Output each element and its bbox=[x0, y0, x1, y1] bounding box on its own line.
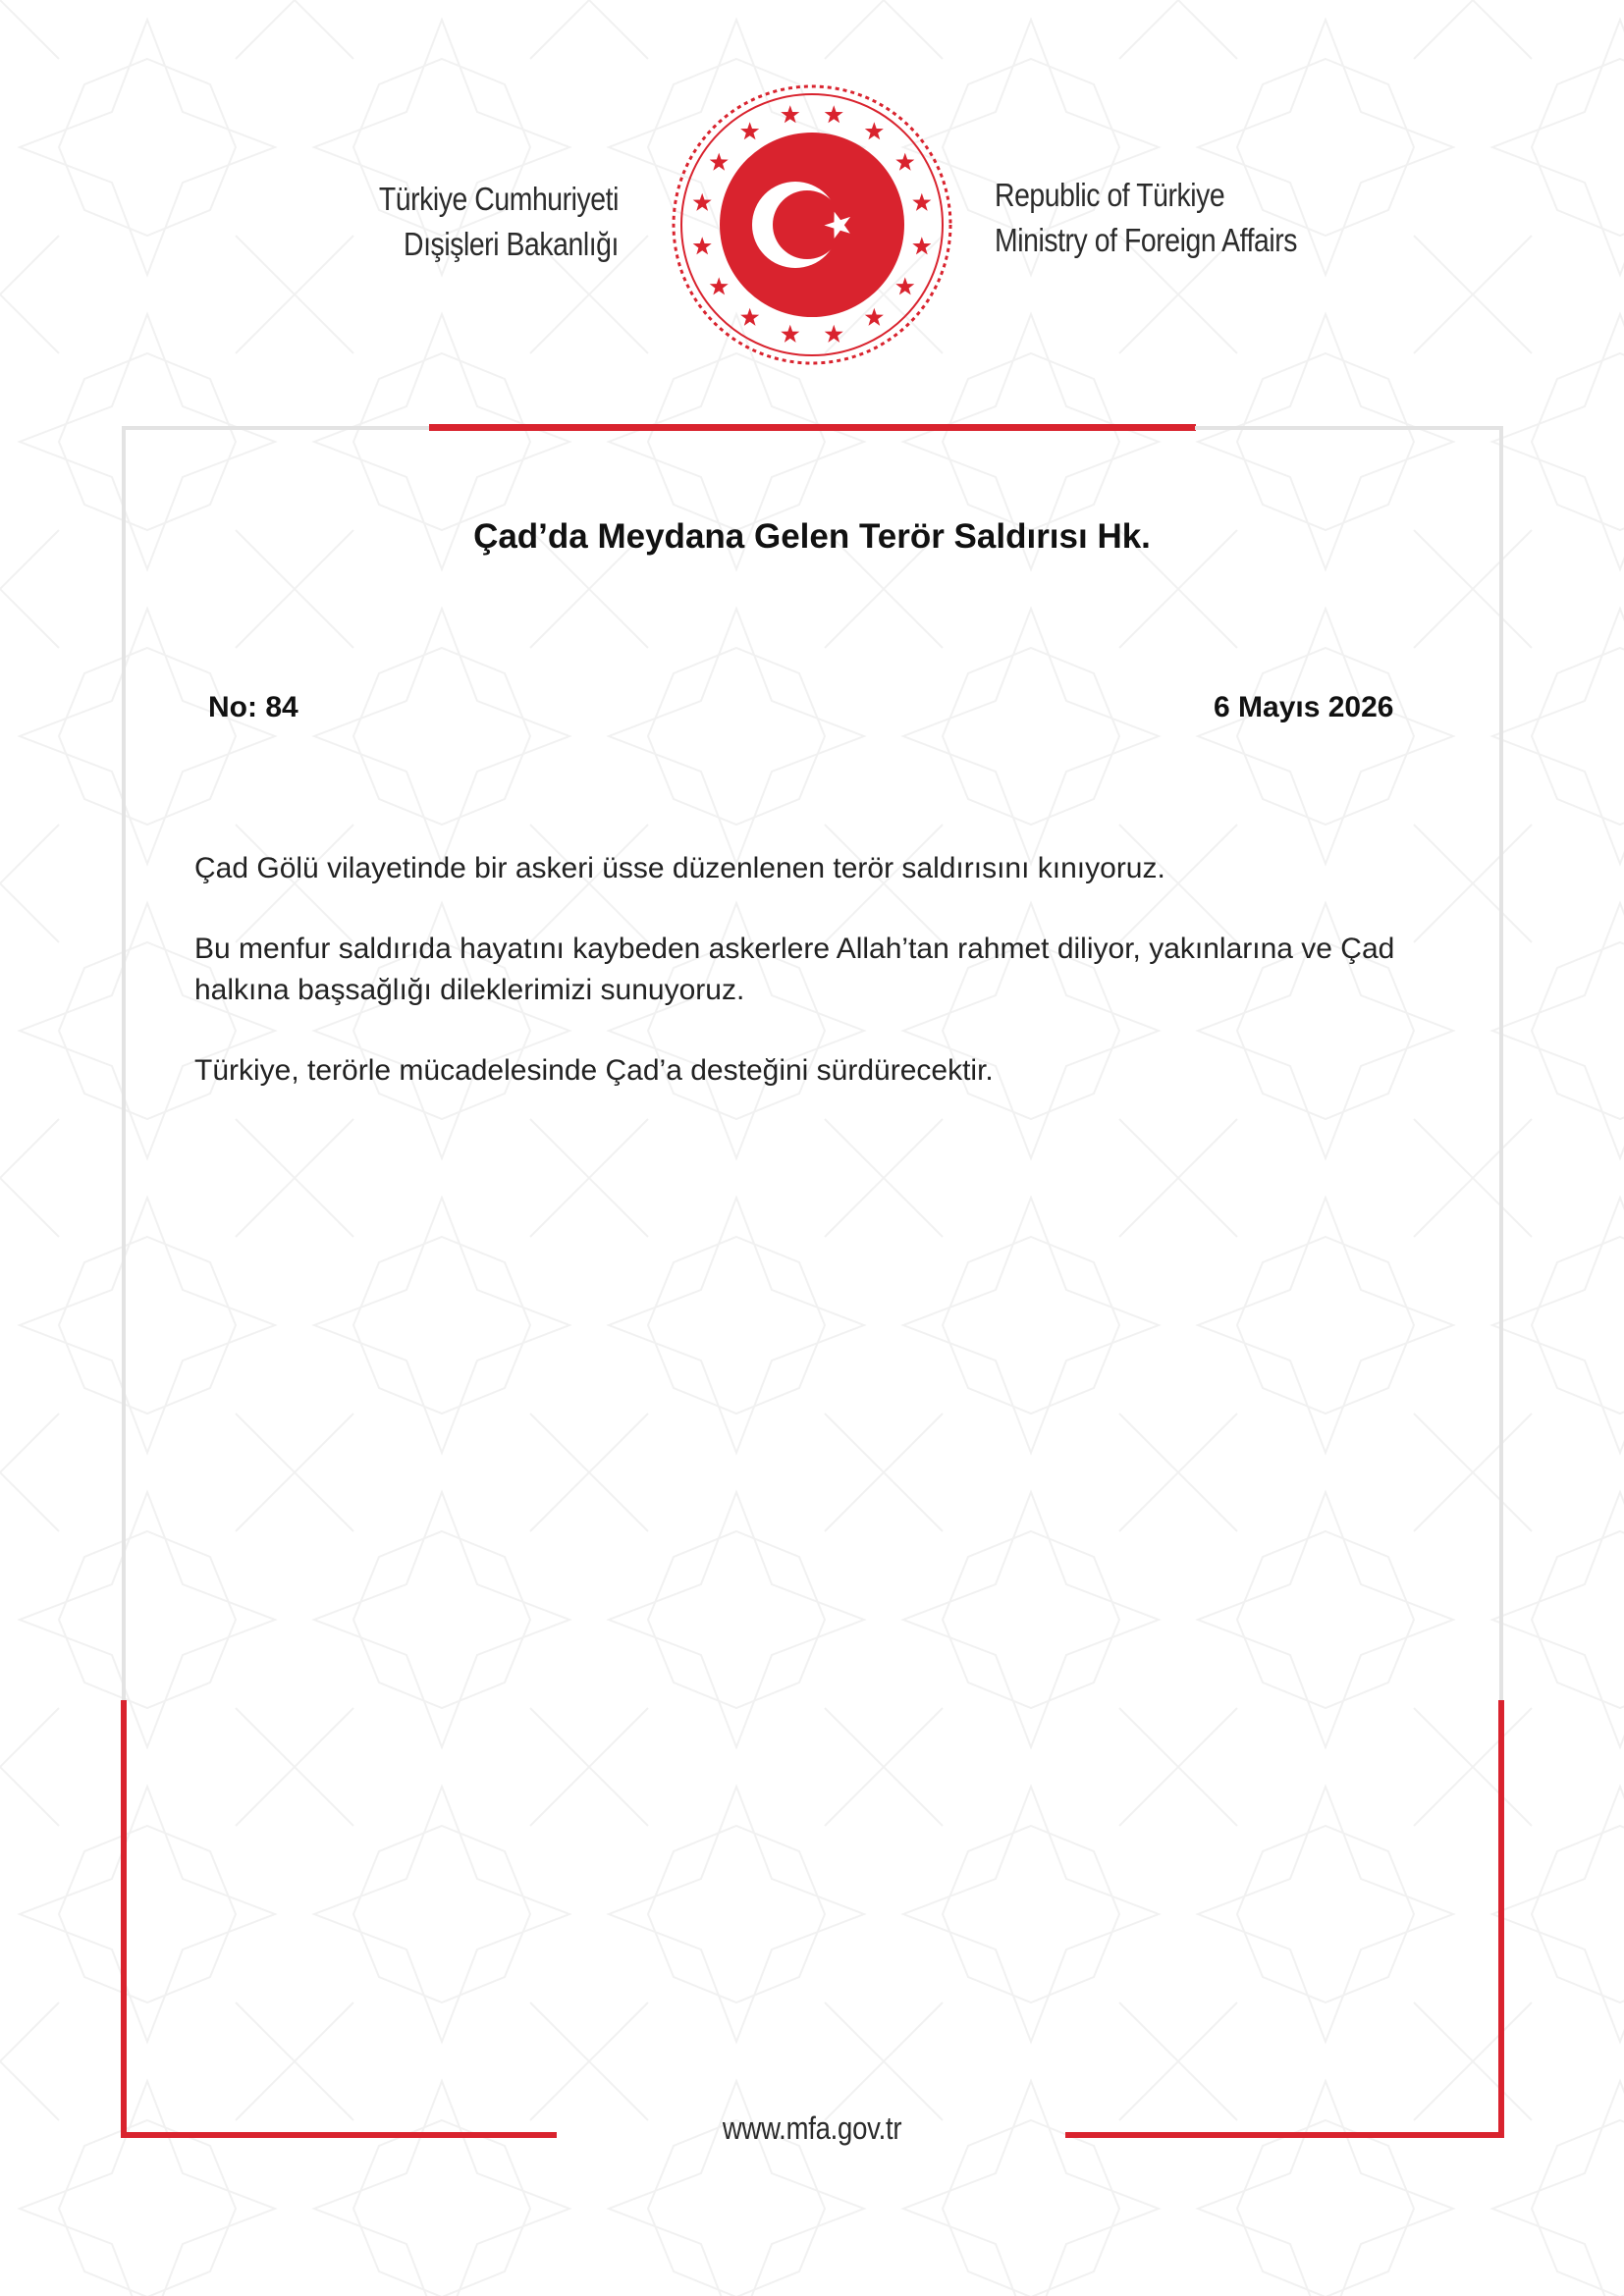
crescent-star-emblem-icon bbox=[670, 82, 954, 367]
frame-top-left-gray bbox=[122, 426, 430, 430]
paragraph: Türkiye, terörle mücadelesinde Çad’a desteğini sürdürecektir. bbox=[194, 1054, 994, 1087]
paragraph: Bu menfur saldırıda hayatını kaybeden askerlere Allah’tan rahmet diliyor, yakınlarına ve Çad halkına başsağlığı dileklerimizi sunuyoruz. bbox=[194, 933, 1395, 1006]
frame-top-right-gray bbox=[1195, 426, 1503, 430]
footer-website bbox=[0, 2110, 1624, 2147]
organization-name-turkish bbox=[340, 177, 619, 267]
emblem-star-icon bbox=[781, 105, 799, 123]
emblem-star-icon bbox=[865, 122, 884, 139]
statement-date: 6 Mayıs 2026 bbox=[1214, 691, 1394, 723]
website-link[interactable]: www.mfa.gov.tr bbox=[722, 2110, 902, 2146]
org-en-line1: Republic of Türkiye bbox=[995, 177, 1225, 213]
org-tr-line2: Dışişleri Bakanlığı bbox=[404, 226, 619, 262]
frame-top-red bbox=[429, 424, 1196, 431]
emblem-star-icon bbox=[740, 308, 759, 326]
statement-number: No: 84 bbox=[208, 691, 298, 723]
emblem-star-icon bbox=[781, 325, 799, 343]
emblem-star-icon bbox=[693, 237, 712, 254]
frame-right-gray bbox=[1499, 426, 1503, 1702]
frame-right-red bbox=[1498, 1700, 1504, 2138]
emblem-star-icon bbox=[895, 277, 914, 294]
emblem-star-icon bbox=[710, 153, 729, 171]
statement-body bbox=[194, 848, 1471, 1131]
emblem-star-icon bbox=[825, 105, 843, 123]
emblem-star-icon bbox=[693, 193, 712, 211]
document-title: Çad’da Meydana Gelen Terör Saldırısı Hk. bbox=[473, 517, 1151, 556]
frame-left-gray bbox=[122, 426, 126, 1702]
emblem-star-icon bbox=[912, 193, 931, 211]
emblem-star-icon bbox=[865, 308, 884, 326]
emblem-star-icon bbox=[895, 153, 914, 171]
emblem-star-icon bbox=[825, 325, 843, 343]
emblem-star-icon bbox=[710, 277, 729, 294]
emblem-star-icon bbox=[912, 237, 931, 254]
emblem-star-icon bbox=[740, 122, 759, 139]
organization-name-english bbox=[995, 173, 1316, 263]
paragraph: Çad Gölü vilayetinde bir askeri üsse düzenlenen terör saldırısını kınıyoruz. bbox=[194, 852, 1165, 884]
org-tr-line1: Türkiye Cumhuriyeti bbox=[378, 181, 619, 217]
org-en-line2: Ministry of Foreign Affairs bbox=[995, 222, 1298, 258]
frame-left-red bbox=[121, 1700, 127, 2138]
